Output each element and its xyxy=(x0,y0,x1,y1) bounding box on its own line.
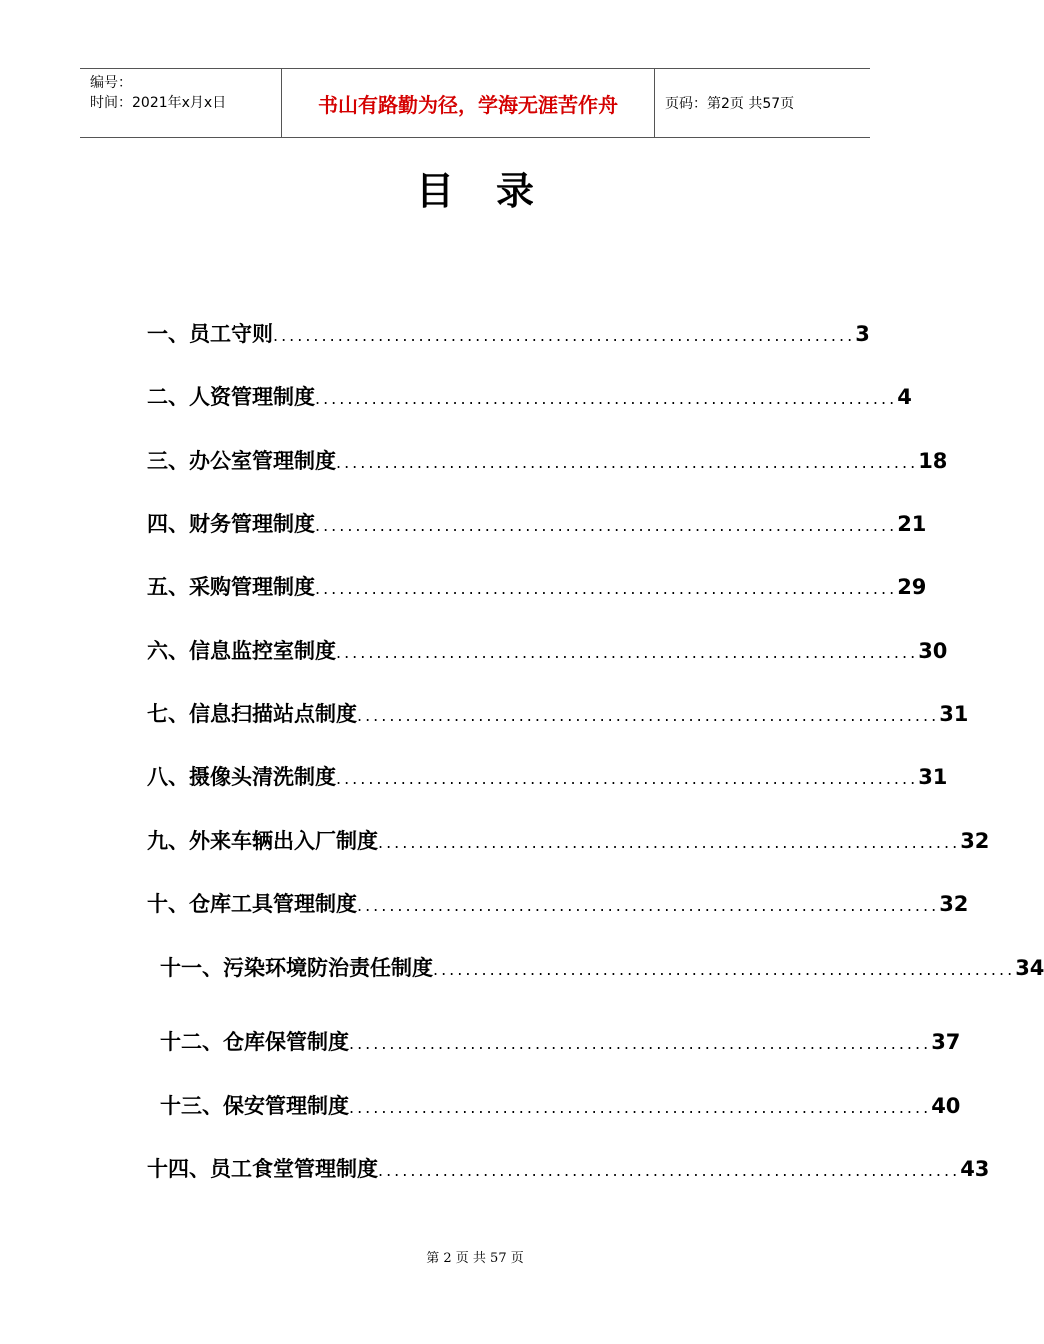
toc-item-label: 八、摄像头清洗制度 xyxy=(147,765,336,789)
toc-leader-dots: ........................................................................ xyxy=(336,643,919,662)
toc-item-label: 十、仓库工具管理制度 xyxy=(147,892,357,916)
toc-leader-dots: ........................................................................ xyxy=(378,833,961,852)
toc-item[interactable] xyxy=(147,761,948,791)
toc-leader-dots: ........................................................................ xyxy=(336,453,919,472)
page-header xyxy=(80,68,870,138)
header-number: 编号： xyxy=(90,75,132,91)
toc-item-label: 一、员工守则 xyxy=(147,322,273,346)
toc-item-page: 40 xyxy=(931,1094,961,1118)
toc-leader-dots: ........................................................................ xyxy=(433,960,1016,979)
toc-leader-dots: ........................................................................ xyxy=(349,1034,932,1053)
toc-item-page: 30 xyxy=(918,639,948,663)
page-footer: 第 2 页 共 57 页 xyxy=(426,1251,524,1266)
toc-item-page: 32 xyxy=(939,892,969,916)
toc-item-page: 32 xyxy=(960,829,990,853)
toc-item-label: 七、信息扫描站点制度 xyxy=(147,702,357,726)
toc-item-page: 4 xyxy=(897,385,912,409)
toc-item[interactable] xyxy=(160,1090,961,1120)
toc-item[interactable] xyxy=(147,445,948,475)
toc-leader-dots: ........................................................................ xyxy=(273,326,856,345)
toc-item[interactable] xyxy=(147,508,927,538)
toc-leader-dots: ........................................................................ xyxy=(349,1098,932,1117)
toc-item[interactable] xyxy=(147,571,927,601)
toc-item-label: 九、外来车辆出入厂制度 xyxy=(147,829,378,853)
toc-item-label: 十一、污染环境防治责任制度 xyxy=(160,956,433,980)
toc-item-page: 29 xyxy=(897,575,927,599)
toc-item-label: 六、信息监控室制度 xyxy=(147,639,336,663)
header-motto: 书山有路勤为径，学海无涯苦作舟 xyxy=(282,69,655,137)
toc-item-page: 21 xyxy=(897,512,927,536)
toc-item-label: 三、办公室管理制度 xyxy=(147,449,336,473)
toc-item[interactable] xyxy=(160,1026,961,1056)
toc-item[interactable] xyxy=(147,825,990,855)
header-date: 时间：2021年x月x日 xyxy=(90,95,227,111)
toc-item-page: 18 xyxy=(918,449,948,473)
toc-leader-dots: ........................................................................ xyxy=(315,389,898,408)
toc-item-label: 二、人资管理制度 xyxy=(147,385,315,409)
toc-item[interactable] xyxy=(147,888,969,918)
toc-leader-dots: ........................................................................ xyxy=(357,896,940,915)
toc-item-page: 3 xyxy=(855,322,870,346)
toc-item[interactable] xyxy=(147,381,912,411)
toc-item-label: 十四、员工食堂管理制度 xyxy=(147,1157,378,1181)
toc-item-page: 37 xyxy=(931,1030,961,1054)
toc-item-page: 43 xyxy=(960,1157,990,1181)
toc-item[interactable] xyxy=(147,318,870,348)
header-left-cell xyxy=(80,69,282,137)
toc-leader-dots: ........................................................................ xyxy=(315,516,898,535)
toc-item-page: 34 xyxy=(1015,956,1044,980)
toc-leader-dots: ........................................................................ xyxy=(336,769,919,788)
toc-leader-dots: ........................................................................ xyxy=(357,706,940,725)
toc-leader-dots: ........................................................................ xyxy=(315,579,898,598)
toc-item-page: 31 xyxy=(918,765,948,789)
toc-leader-dots: ........................................................................ xyxy=(378,1161,961,1180)
header-page-info: 页码：第2页 共57页 xyxy=(665,96,795,112)
toc-item-label: 十二、仓库保管制度 xyxy=(160,1030,349,1054)
toc-item[interactable] xyxy=(160,952,1044,982)
toc-item-label: 五、采购管理制度 xyxy=(147,575,315,599)
toc-item[interactable] xyxy=(147,698,969,728)
toc-item-label: 十三、保安管理制度 xyxy=(160,1094,349,1118)
toc-item-page: 31 xyxy=(939,702,969,726)
toc-item-label: 四、财务管理制度 xyxy=(147,512,315,536)
toc-item[interactable] xyxy=(147,635,948,665)
page-title: 目录 xyxy=(415,169,576,213)
toc-item[interactable] xyxy=(147,1153,990,1183)
